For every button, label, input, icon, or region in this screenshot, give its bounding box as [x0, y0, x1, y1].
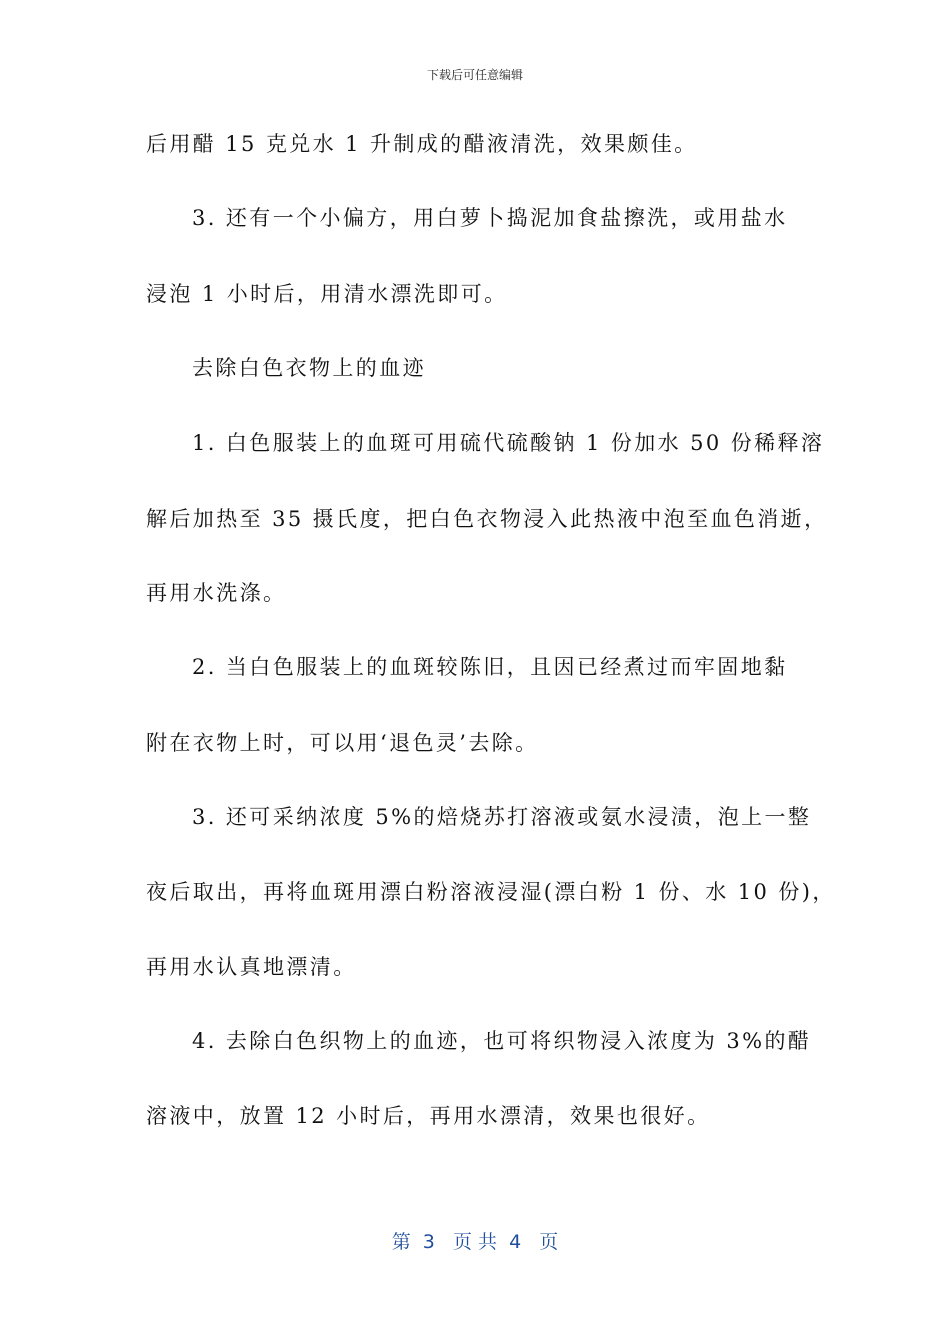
paragraph-line: 附在衣物上时，可以用‘退色灵’去除。	[146, 731, 539, 755]
paragraph-line: 夜后取出，再将血斑用漂白粉溶液浸湿(漂白粉 1 份、水 10 份)，	[146, 880, 836, 904]
paragraph-line: 溶液中，放置 12 小时后，再用水漂清，效果也很好。	[146, 1104, 711, 1128]
section-heading: 去除白色衣物上的血迹	[192, 356, 426, 380]
page-header: 下载后可任意编辑	[426, 68, 523, 82]
paragraph-line: 再用水洗涤。	[146, 581, 287, 605]
paragraph-line: 3. 还可采纳浓度 5%的焙烧苏打溶液或氨水浸渍，泡上一整	[192, 805, 812, 829]
paragraph-line: 1. 白色服装上的血斑可用硫代硫酸钠 1 份加水 50 份稀释溶	[192, 431, 825, 455]
paragraph-line: 3. 还有一个小偏方，用白萝卜捣泥加食盐擦洗，或用盐水	[192, 206, 788, 230]
paragraph-line: 解后加热至 35 摄氏度，把白色衣物浸入此热液中泡至血色消逝，	[146, 507, 828, 531]
paragraph-line: 2. 当白色服装上的血斑较陈旧，且因已经煮过而牢固地黏	[192, 655, 788, 679]
paragraph-line: 后用醋 15 克兑水 1 升制成的醋液清洗，效果颇佳。	[146, 132, 698, 156]
paragraph-line: 4. 去除白色织物上的血迹，也可将织物浸入浓度为 3%的醋	[192, 1029, 812, 1053]
paragraph-line: 浸泡 1 小时后，用清水漂洗即可。	[146, 282, 508, 306]
page-footer: 第 3 页 共 4 页	[391, 1231, 559, 1253]
paragraph-line: 再用水认真地漂清。	[146, 955, 357, 979]
